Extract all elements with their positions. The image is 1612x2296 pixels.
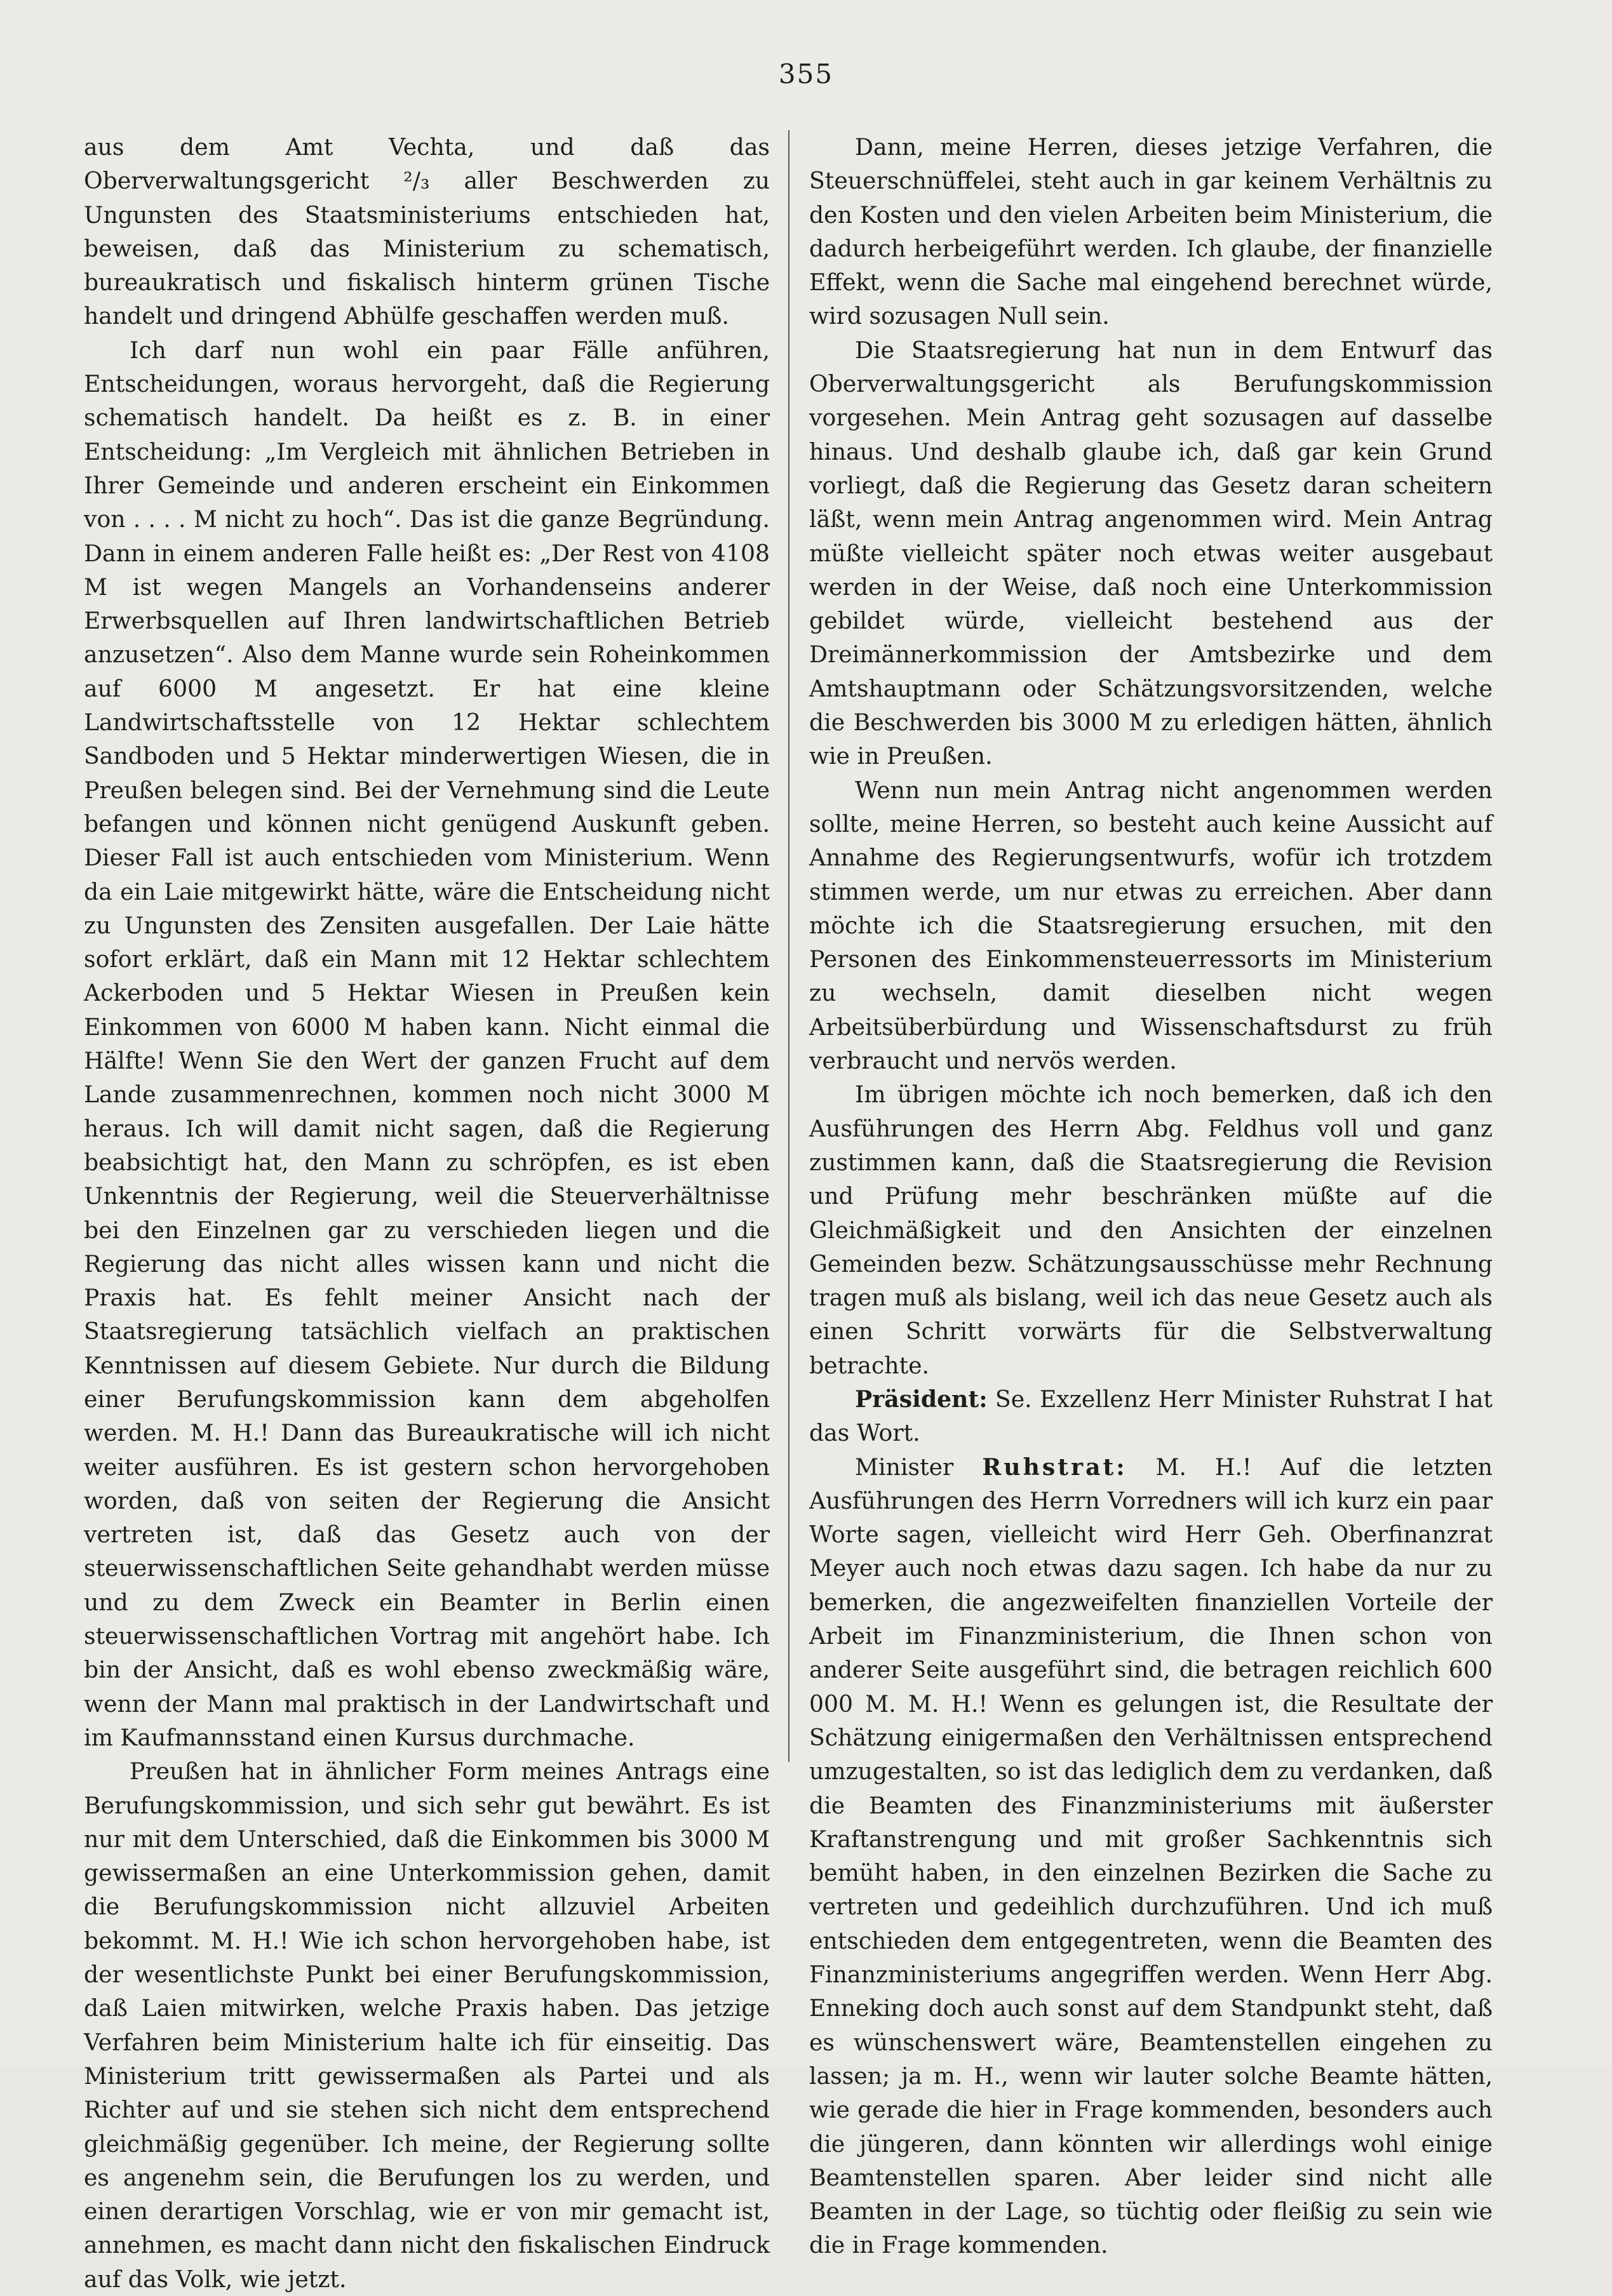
right-column: [809, 130, 1493, 2262]
column-divider: [788, 130, 789, 1762]
paragraph: Ich darf nun wohl ein paar Fälle anführen, Entscheidungen, woraus hervorgeht, daß die Regierung schematisch handelt. Da heißt es z. B. in einer Entscheidung: „Im Vergleich mit ähnlichen Betrieben in Ihrer Gemeinde und anderen erscheint ein Einkommen von . . . . M nicht zu hoch“. Das ist die ganze Begründung. Dann in einem anderen Falle heißt es: „Der Rest von 4108 M ist wegen Mangels an Vorhandenseins anderer Erwerbsquellen auf Ihren landwirtschaftlichen Betrieb anzusetzen“. Also dem Manne wurde sein Roheinkommen auf 6000 M angesetzt. Er hat eine kleine Landwirtschaftsstelle von 12 Hektar schlechtem Sandboden und 5 Hektar minderwertigen Wiesen, die in Preußen belegen sind. Bei der Vernehmung sind die Leute befangen und können nicht genügend Auskunft geben. Dieser Fall ist auch entschieden vom Ministerium. Wenn da ein Laie mitgewirkt hätte, wäre die Entscheidung nicht zu Ungunsten des Zensiten ausgefallen. Der Laie hätte sofort erklärt, daß ein Mann mit 12 Hektar schlechtem Ackerboden und 5 Hektar Wiesen in Preußen kein Einkommen von 6000 M haben kann. Nicht einmal die Hälfte! Wenn Sie den Wert der ganzen Frucht auf dem Lande zusammenrechnen, kommen noch nicht 3000 M heraus. Ich will damit nicht sagen, daß die Regierung beabsichtigt hat, den Mann zu schröpfen, es ist eben Unkenntnis der Regierung, weil die Steuerverhältnisse bei den Einzelnen gar zu verschieden liegen und die Regierung das nicht alles wissen kann und nicht die Praxis hat. Es fehlt meiner Ansicht nach der Staatsregierung tatsächlich vielfach an praktischen Kenntnissen auf diesem Gebiete. Nur durch die Bildung einer Berufungskommission kann dem abgeholfen werden. M. H.! Dann das Bureaukratische will ich nicht weiter ausführen. Es ist gestern schon hervorgehoben worden, daß von seiten der Regierung die Ansicht vertreten ist, daß das Gesetz auch von der steuerwissenschaftlichen Seite gehandhabt werden müsse und zu dem Zweck ein Beamter in Berlin einen steuerwissenschaftlichen Vortrag mit angehört habe. Ich bin der Ansicht, daß es wohl ebenso zweckmäßig wäre, wenn der Mann mal praktisch in der Landwirtschaft und im Kaufmannsstand einen Kursus durchmache.: [84, 336, 770, 1751]
left-column: [84, 130, 770, 2296]
speaker-label: Ruhstrat:: [982, 1453, 1127, 1481]
paragraph: aus dem Amt Vechta, und daß das Oberverwaltungsgericht ²/₃ aller Beschwerden zu Ungunsten des Staatsministeriums entschieden hat, beweisen, daß das Ministerium zu schematisch, bureaukratisch und fiskalisch hinterm grünen Tische handelt und dringend Abhülfe geschaffen werden muß.: [84, 133, 770, 330]
speaker-label: Präsident:: [855, 1385, 988, 1413]
paragraph: Preußen hat in ähnlicher Form meines Antrags eine Berufungskommission, und sich sehr gut bewährt. Es ist nur mit dem Unterschied, daß die Einkommen bis 3000 M gewissermaßen an eine Unterkommission gehen, damit die Berufungskommission nicht allzuviel Arbeiten bekommt. M. H.! Wie ich schon hervorgehoben habe, ist der wesentlichste Punkt bei einer Berufungskommission, daß Laien mitwirken, welche Praxis haben. Das jetzige Verfahren beim Ministerium halte ich für einseitig. Das Ministerium tritt gewissermaßen als Partei und als Richter auf und sie stehen sich nicht dem entsprechend gleichmäßig gegenüber. Ich meine, der Regierung sollte es angenehm sein, die Berufungen los zu werden, und einen derartigen Vorschlag, wie er von mir gemacht ist, annehmen, es macht dann nicht den fiskalischen Eindruck auf das Volk, wie jetzt.: [84, 1758, 770, 2293]
speaker-prefix: Minister: [855, 1453, 954, 1481]
speaker-text: M. H.! Auf die letzten Ausführungen des Herrn Vorredners will ich kurz ein paar Worte sagen, vielleicht wird Herr Geh. Oberfinanzrat Meyer auch noch etwas dazu sagen. Ich habe da nur zu bemerken, die angezweifelten finanziellen Vorteile der Arbeit im Finanzministerium, die Ihnen schon von anderer Seite ausgeführt sind, die betragen reichlich 600 000 M. M. H.! Wenn es gelungen ist, die Resultate der Schätzung einigermaßen den Verhältnissen entsprechend umzugestalten, so ist das lediglich dem zu verdanken, daß die Beamten des Finanzministeriums mit äußerster Kraftanstrengung und mit großer Sachkenntnis sich bemüht haben, in den einzelnen Bezirken die Sache zu vertreten und gedeihlich durchzuführen. Und ich muß entschieden dem entgegentreten, wenn die Beamten des Finanzministeriums angegriffen werden. Wenn Herr Abg. Enneking doch auch sonst auf dem Standpunkt steht, daß es wünschenswert wäre, Beamtenstellen eingehen zu lassen; ja m. H., wenn wir lauter solche Beamte hätten, wie gerade die hier in Frage kommenden, besonders auch die jüngeren, dann könnten wir allerdings wohl einige Beamtenstellen sparen. Aber leider sind nicht alle Beamten in der Lage, so tüchtig oder fleißig zu sein wie die in Frage kommenden.: [809, 1453, 1493, 2259]
paragraph: Wenn nun mein Antrag nicht angenommen werden sollte, meine Herren, so besteht auch keine Aussicht auf Annahme des Regierungsentwurfs, wofür ich trotzdem stimmen werde, um nur etwas zu erreichen. Aber dann möchte ich die Staatsregierung ersuchen, mit den Personen des Einkommensteuerressorts im Ministerium zu wechseln, damit dieselben nicht wegen Arbeitsüberbürdung und Wissenschaftsdurst zu früh verbraucht und nervös werden.: [809, 776, 1493, 1075]
paragraph: Die Staatsregierung hat nun in dem Entwurf das Oberverwaltungsgericht als Berufungskommission vorgesehen. Mein Antrag geht sozusagen auf dasselbe hinaus. Und deshalb glaube ich, daß gar kein Grund vorliegt, daß die Regierung das Gesetz daran scheitern läßt, wenn mein Antrag angenommen wird. Mein Antrag müßte vielleicht später noch etwas weiter ausgebaut werden in der Weise, daß noch eine Unterkommission gebildet würde, vielleicht bestehend aus der Dreimännerkommission der Amtsbezirke und dem Amtshauptmann oder Schätzungsvorsitzenden, welche die Beschwerden bis 3000 M zu erledigen hätten, ähnlich wie in Preußen.: [809, 336, 1493, 770]
paragraph: Dann, meine Herren, dieses jetzige Verfahren, die Steuerschnüffelei, steht auch in gar keinem Verhältnis zu den Kosten und den vielen Arbeiten beim Ministerium, die dadurch herbeigeführt werden. Ich glaube, der finanzielle Effekt, wenn die Sache mal eingehend berechnet würde, wird sozusagen Null sein.: [809, 133, 1493, 330]
speaker-paragraph: [809, 1450, 1493, 2262]
speaker-paragraph: [809, 1382, 1493, 1450]
page-number: 355: [778, 58, 834, 90]
paragraph: Im übrigen möchte ich noch bemerken, daß ich den Ausführungen des Herrn Abg. Feldhus voll und ganz zustimmen kann, daß die Staatsregierung die Revision und Prüfung mehr beschränken müßte auf die Gleichmäßigkeit und den Ansichten der einzelnen Gemeinden bezw. Schätzungsausschüsse mehr Rechnung tragen muß als bislang, weil ich das neue Gesetz auch als einen Schritt vorwärts für die Selbstverwaltung betrachte.: [809, 1081, 1493, 1379]
speaker-text: Se. Exzellenz Herr Minister Ruhstrat I hat das Wort.: [809, 1385, 1493, 1447]
